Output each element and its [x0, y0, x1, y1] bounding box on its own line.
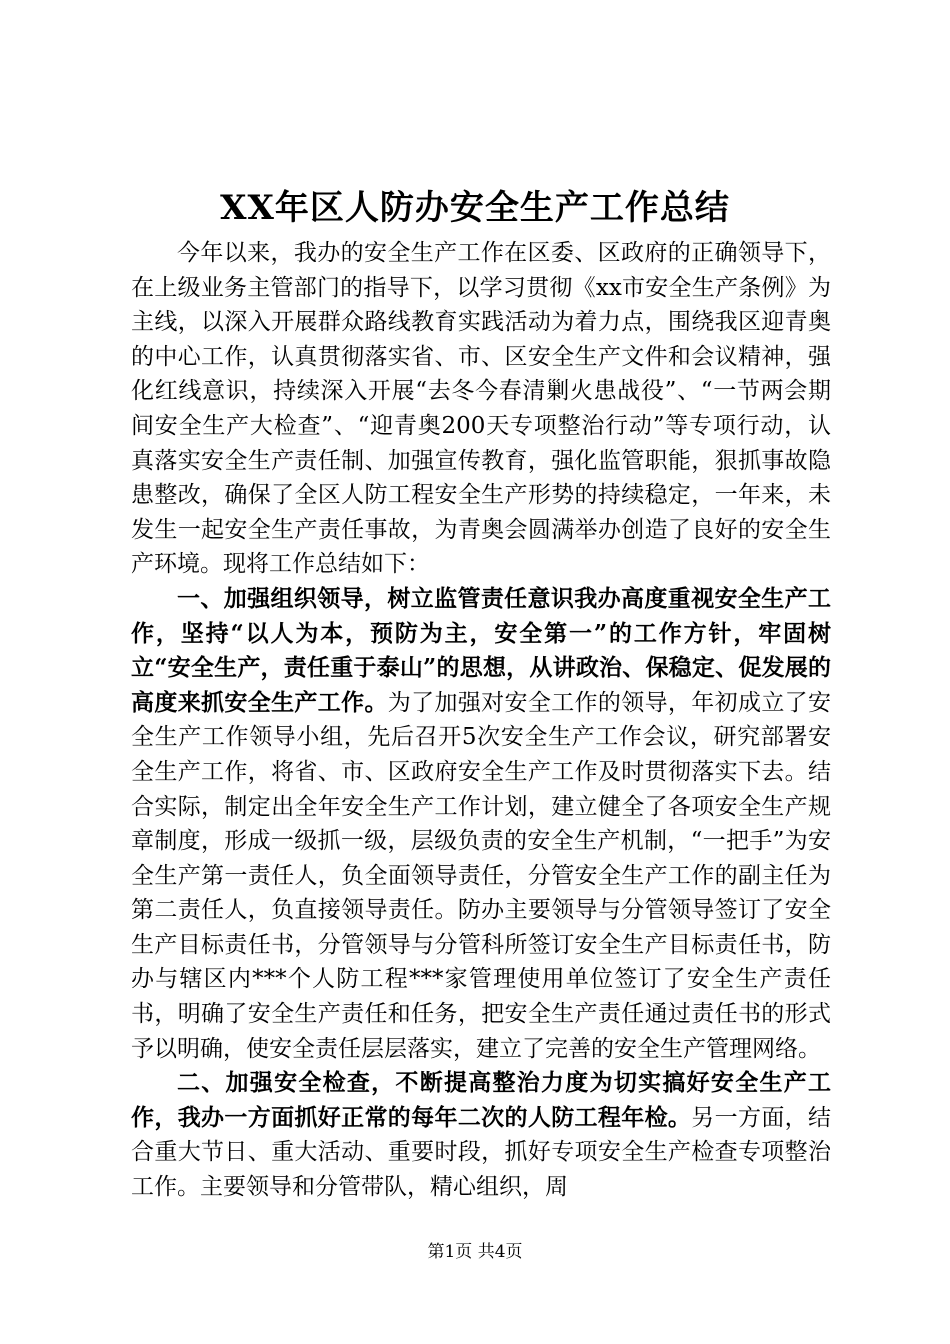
- paragraph-text: 另一方面，结合重大节日、重大活动、重要时段，抓好专项安全生产检查专项整治工作。主要领导和分管带队，精心组织，周: [131, 1104, 832, 1201]
- document-body: [131, 236, 831, 1205]
- paragraph-intro: [131, 236, 831, 582]
- document-title: XX年区人防办安全生产工作总结: [220, 188, 730, 228]
- section-heading: 一、加强组织领导，树立监管责任意识我办高度重视安全生产工作，坚持“以人为本，预防为主，安全第一”的工作方针，牢固树立“安全生产，责任重于泰山”的思想，从讲政治、保稳定、促发展的高度来抓安全生产工作。: [131, 584, 831, 716]
- paragraph-text: 今年以来，我办的安全生产工作在区委、区政府的正确领导下，在上级业务主管部门的指导下，以学习贯彻《xx市安全生产条例》为主线，以深入开展群众路线教育实践活动为着力点，围绕我区迎青奥的中心工作，认真贯彻落实省、市、区安全生产文件和会议精神，强化红线意识，持续深入开展“去冬今春清剿火患战役”、“一节两会期间安全生产大检查”、“迎青奥200天专项整治行动”等专项行动，认真落实安全生产责任制、加强宣传教育，强化监管职能，狠抓事故隐患整改，确保了全区人防工程安全生产形势的持续稳定，一年来，未发生一起安全生产责任事故，为青奥会圆满举办创造了良好的安全生产环境。现将工作总结如下：: [131, 240, 831, 578]
- paragraph-text: 为了加强对安全工作的领导，年初成立了安全生产工作领导小组，先后召开5次安全生产工作会议，研究部署安全生产工作，将省、市、区政府安全生产工作及时贯彻落实下去。结合实际，制定出全年安全生产工作计划，建立健全了各项安全生产规章制度，形成一级抓一级，层级负责的安全生产机制，“一把手”为安全生产第一责任人，负全面领导责任，分管安全生产工作的副主任为第二责任人，负直接领导责任。防办主要领导与分管领导签订了安全生产目标责任书，分管领导与分管科所签订安全生产目标责任书，防办与辖区内***个人防工程***家管理使用单位签订了安全生产责任书，明确了安全生产责任和任务，把安全生产责任通过责任书的形式予以明确，使安全责任层层落实，建立了完善的安全生产管理网络。: [131, 689, 832, 1062]
- page-number-footer: 第1页 共4页: [427, 1242, 523, 1262]
- paragraph-section-2: [131, 1066, 831, 1204]
- paragraph-section-1: [131, 582, 831, 1066]
- section-heading: 二、加强安全检查，不断提高整治力度为切实搞好安全生产工作，我办一方面抓好正常的每年二次的人防工程年检。: [131, 1069, 831, 1131]
